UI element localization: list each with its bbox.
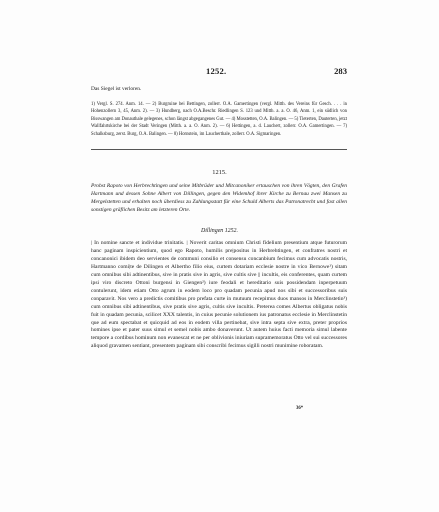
header-year: 1252. bbox=[206, 66, 227, 76]
footnotes-text: 1) Vergl. S. 274. Anm. 14. — 2) Burgruine bei Bettingen, zollerr. O.A. Gamertingen (vergl. Mitth. des Vereins für Gesch. . . . in Hohenzollern 3, 45, Anm. 2). — 3) Hundberg, nach O.A.Beschr. Riedlingen S. 123 und Mitth. a. a. O. 46, Anm. 1, ein südlich von Bisswangen am Donauthale gelegenes, schon längst abgegangenes Gut. — 4) Mosstetten, O.A. Balingen. — 5) Tieterten, Dauterten, jetzt Wallfahrtskirche bei der Stadt Veringen (Mitth. a. a. O. Anm. 2). — 6) Hettingen, a. d. Lauchert, zollerr. O.A. Gamertingen. — 7) Schalksburg, zerst. Burg, O.A. Balingen. — 8) Hornstein, im Laucherthale, zollerr. O.A. Sigmaringen. bbox=[91, 102, 347, 137]
document-summary bbox=[91, 182, 347, 214]
summary-text: Probst Rapoto von Herbrechtingen und seine Mitbrüder und Mitcanoniker ertauschen von ihren Vögten, den Grafen Hartmann und dessen Sohne Albert von Dillingen, gegen den Widemhof ihrer Kirche zu Bernau zwei Mansen zu Mergelstetten und erhalten noch überdiess zu Zahlungsstatt für eine Schuld Alberts das Patronatrecht und fast allen sonstigen gräflichen Besitz am letzteren Orte. bbox=[91, 183, 347, 214]
seal-note: Das Siegel ist verloren. bbox=[91, 86, 142, 92]
charter-body: | In nomine sancte et individue trinitatis. | Noverit caritas omnium Christi fidelium presentium atque futurorum hanc paginam inspicientium, quod ego Rapoto, humilis pre|positus in Herbrehtingen, et confratres nostri et concanonici ibidem deo servientes de communi consilio et consensu concanbium fecimus cum advocatis nostris, Hartmanno comi|te de Dilingen et Albertho filio eius, curtem dotariam ecclesie nostre in vico Bernowe¹) sitam cum omnibus sibi adtinentibus, sive in pratis sive in agris, sive cultis sive || incultis, eis conferentes, quam curtem ipsi viro discreto Ottoni burgensi in Giengen²) iure feodali et hereditario suis possidendam inperpetuum contulerunt, idem etiam Otto agrum in eodem loco pro quadam pecunia apud nos sibi et successoribus suis conparavit. Nos vero a predictis comitibus pro prefata curte in mutuum recepimus duos mansos in Merclinstetin³) cum omnibus sibi adtinentibus, sive pratis sive agris, cultis sive incultis. Preterea comes Albertus obligatus nobis fuit in quadam pecunia, scilicet XXX talentis, in cuius pecunie solutionem ius patronatus ecclesie in Merclinstetin que ad eum spectabat et quicquid ad eos in eodem villa pertinebat, sive intra septa sive extra, preter proprios homines ipse et pater suus simul et semel nobis ambo donaverunt. Ut autem huius facti memoria simul labente tempore a cordibus hominum non evanescat et ne per oblivionis iniuriam supramemoratus Otto vel sui successores aliquod gravamen sentiant, presentem paginam sibi conscribi fecimus sigilli nostri munimine roboratam. bbox=[91, 240, 347, 350]
signature-mark: 36* bbox=[296, 406, 304, 411]
charter-text bbox=[91, 240, 347, 351]
document-number: 1215. bbox=[212, 169, 227, 176]
page-header bbox=[0, 66, 439, 80]
section-divider bbox=[91, 149, 347, 150]
footnotes bbox=[91, 101, 347, 138]
page-number: 283 bbox=[334, 66, 347, 76]
place-date: Dillingen 1252. bbox=[201, 228, 238, 234]
